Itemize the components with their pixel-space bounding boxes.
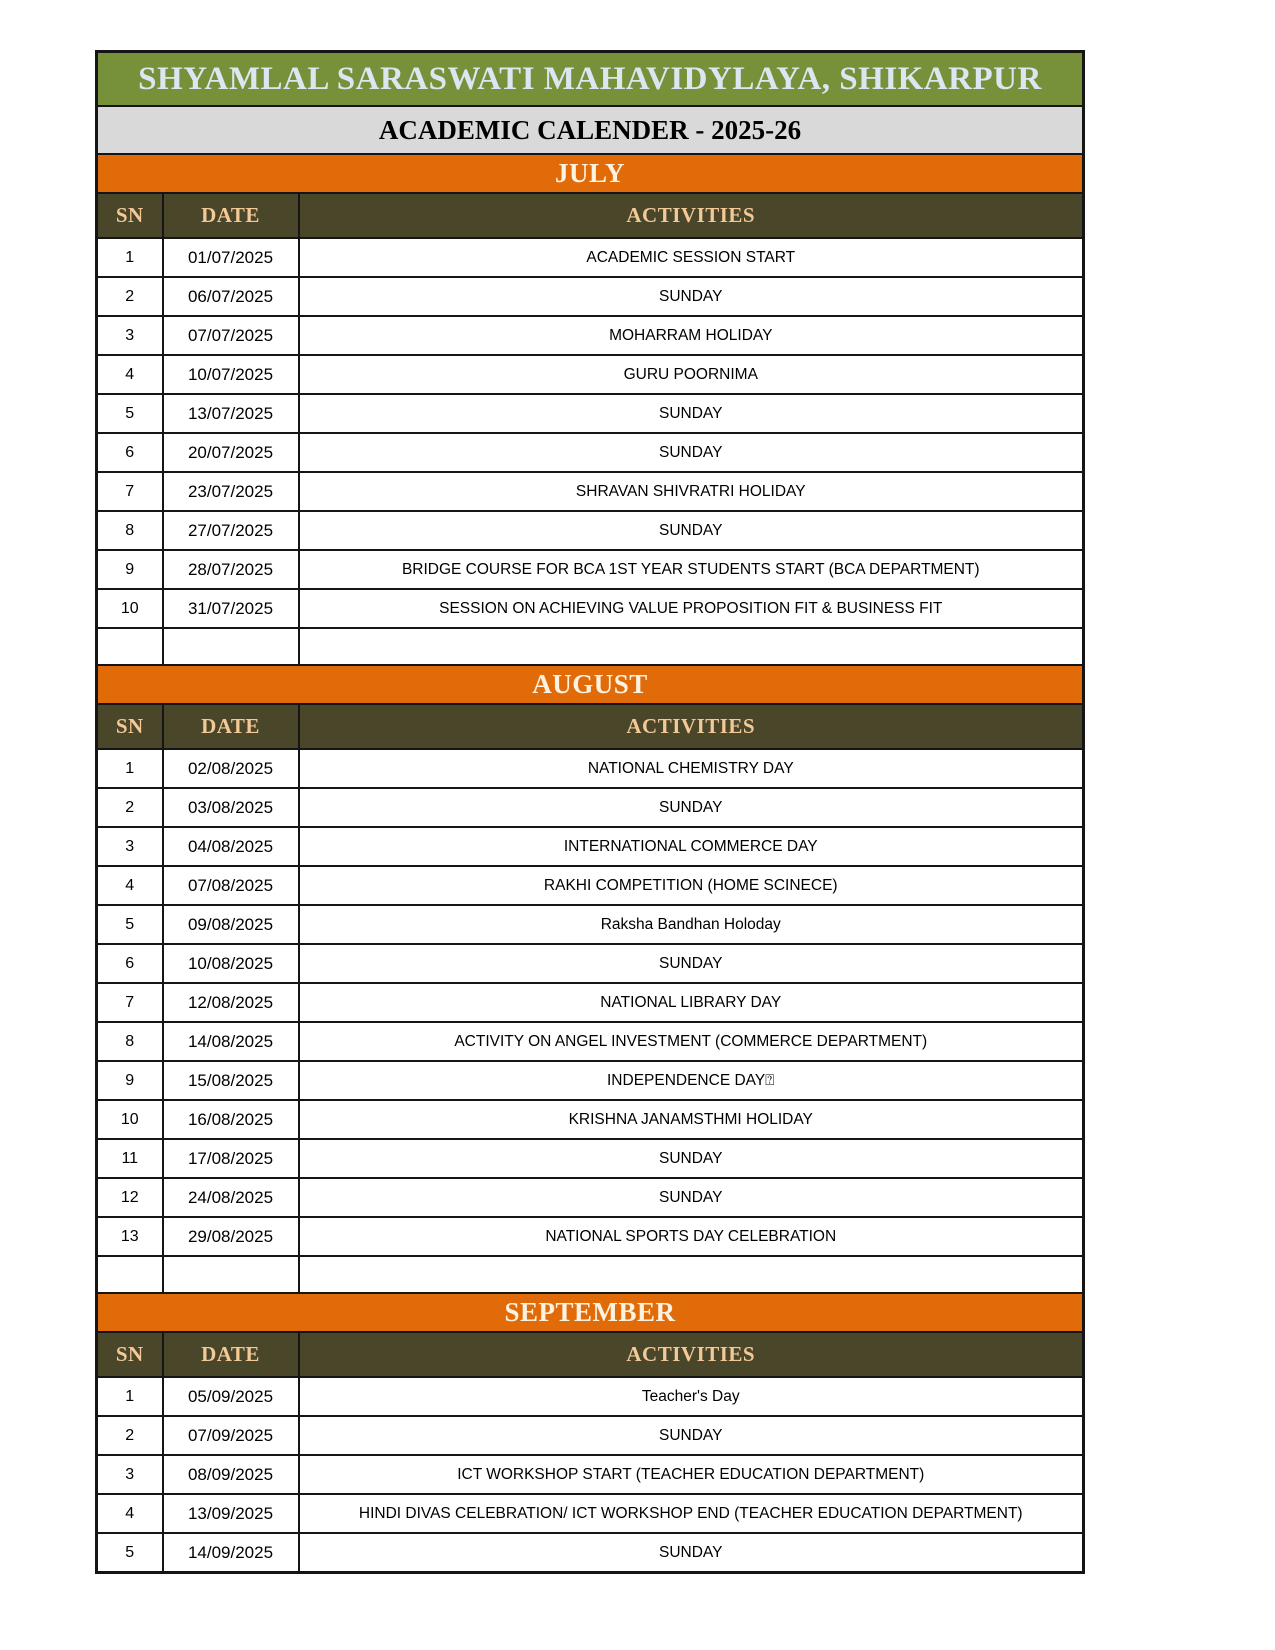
cell-serial-number: 12 [97, 1178, 163, 1217]
cell-date: 15/08/2025 [163, 1061, 299, 1100]
column-header-date: DATE [163, 1332, 299, 1377]
cell-date: 01/07/2025 [163, 238, 299, 277]
cell-serial-number: 13 [97, 1217, 163, 1256]
table-row [97, 1100, 1084, 1139]
column-header-activities: ACTIVITIES [299, 193, 1084, 238]
cell-activity: Raksha Bandhan Holoday [299, 905, 1084, 944]
empty-cell-sn [97, 628, 163, 665]
cell-serial-number: 2 [97, 277, 163, 316]
cell-activity: NATIONAL CHEMISTRY DAY [299, 749, 1084, 788]
table-row [97, 749, 1084, 788]
calendar-title: ACADEMIC CALENDER - 2025-26 [97, 106, 1084, 154]
table-row [97, 1533, 1084, 1573]
table-row [97, 238, 1084, 277]
cell-serial-number: 5 [97, 1533, 163, 1573]
cell-date: 04/08/2025 [163, 827, 299, 866]
cell-activity: SUNDAY [299, 1139, 1084, 1178]
table-row [97, 1022, 1084, 1061]
table-row [97, 550, 1084, 589]
column-header-activities: ACTIVITIES [299, 704, 1084, 749]
column-header-sn: SN [97, 704, 163, 749]
table-row [97, 788, 1084, 827]
table-row [97, 433, 1084, 472]
cell-serial-number: 8 [97, 511, 163, 550]
cell-activity: SUNDAY [299, 277, 1084, 316]
cell-serial-number: 1 [97, 238, 163, 277]
table-row [97, 277, 1084, 316]
cell-activity: SUNDAY [299, 1178, 1084, 1217]
cell-date: 27/07/2025 [163, 511, 299, 550]
cell-date: 12/08/2025 [163, 983, 299, 1022]
cell-activity: SUNDAY [299, 394, 1084, 433]
table-row [97, 1494, 1084, 1533]
column-header-date: DATE [163, 704, 299, 749]
table-row [97, 1416, 1084, 1455]
cell-date: 13/07/2025 [163, 394, 299, 433]
table-row [97, 866, 1084, 905]
cell-date: 07/09/2025 [163, 1416, 299, 1455]
cell-date: 10/08/2025 [163, 944, 299, 983]
table-row [97, 1178, 1084, 1217]
cell-date: 29/08/2025 [163, 1217, 299, 1256]
cell-activity: NATIONAL LIBRARY DAY [299, 983, 1084, 1022]
cell-serial-number: 7 [97, 472, 163, 511]
cell-date: 07/08/2025 [163, 866, 299, 905]
table-row [97, 355, 1084, 394]
cell-activity: ACADEMIC SESSION START [299, 238, 1084, 277]
cell-serial-number: 9 [97, 550, 163, 589]
table-row [97, 472, 1084, 511]
cell-activity: SUNDAY [299, 1533, 1084, 1573]
cell-activity: KRISHNA JANAMSTHMI HOLIDAY [299, 1100, 1084, 1139]
empty-cell-sn [97, 1256, 163, 1293]
cell-serial-number: 5 [97, 905, 163, 944]
column-header-date: DATE [163, 193, 299, 238]
cell-serial-number: 2 [97, 1416, 163, 1455]
month-band-row [97, 154, 1084, 193]
cell-serial-number: 5 [97, 394, 163, 433]
cell-serial-number: 4 [97, 866, 163, 905]
empty-cell-activity [299, 628, 1084, 665]
cell-date: 09/08/2025 [163, 905, 299, 944]
column-header-sn: SN [97, 193, 163, 238]
table-row [97, 944, 1084, 983]
cell-activity: SUNDAY [299, 433, 1084, 472]
college-title-row [97, 52, 1084, 107]
cell-activity: BRIDGE COURSE FOR BCA 1ST YEAR STUDENTS START (BCA DEPARTMENT) [299, 550, 1084, 589]
cell-activity: INDEPENDENCE DAY⍰ [299, 1061, 1084, 1100]
cell-activity: ACTIVITY ON ANGEL INVESTMENT (COMMERCE DEPARTMENT) [299, 1022, 1084, 1061]
cell-activity: GURU POORNIMA [299, 355, 1084, 394]
table-row [97, 589, 1084, 628]
table-row [97, 394, 1084, 433]
month-band-september: SEPTEMBER [97, 1293, 1084, 1332]
table-row [97, 1217, 1084, 1256]
cell-date: 31/07/2025 [163, 589, 299, 628]
column-header-activities: ACTIVITIES [299, 1332, 1084, 1377]
cell-serial-number: 11 [97, 1139, 163, 1178]
empty-cell-date [163, 1256, 299, 1293]
cell-activity: SUNDAY [299, 788, 1084, 827]
column-header-sn: SN [97, 1332, 163, 1377]
empty-cell-date [163, 628, 299, 665]
cell-date: 08/09/2025 [163, 1455, 299, 1494]
cell-serial-number: 4 [97, 355, 163, 394]
empty-row [97, 1256, 1084, 1293]
cell-serial-number: 1 [97, 749, 163, 788]
cell-serial-number: 1 [97, 1377, 163, 1416]
empty-row [97, 628, 1084, 665]
cell-serial-number: 6 [97, 944, 163, 983]
cell-date: 03/08/2025 [163, 788, 299, 827]
table-row [97, 905, 1084, 944]
college-title: SHYAMLAL SARASWATI MAHAVIDYLAYA, SHIKARPUR [97, 52, 1084, 107]
month-band-july: JULY [97, 154, 1084, 193]
cell-activity: RAKHI COMPETITION (HOME SCINECE) [299, 866, 1084, 905]
cell-activity: HINDI DIVAS CELEBRATION/ ICT WORKSHOP END (TEACHER EDUCATION DEPARTMENT) [299, 1494, 1084, 1533]
cell-activity: MOHARRAM HOLIDAY [299, 316, 1084, 355]
cell-serial-number: 10 [97, 1100, 163, 1139]
table-row [97, 1377, 1084, 1416]
cell-date: 02/08/2025 [163, 749, 299, 788]
cell-serial-number: 9 [97, 1061, 163, 1100]
table-header-row [97, 704, 1084, 749]
cell-date: 14/09/2025 [163, 1533, 299, 1573]
academic-calendar-table [95, 50, 1085, 1574]
cell-serial-number: 3 [97, 827, 163, 866]
cell-activity: ICT WORKSHOP START (TEACHER EDUCATION DEPARTMENT) [299, 1455, 1084, 1494]
cell-serial-number: 4 [97, 1494, 163, 1533]
month-band-august: AUGUST [97, 665, 1084, 704]
table-row [97, 827, 1084, 866]
cell-date: 14/08/2025 [163, 1022, 299, 1061]
table-row [97, 983, 1084, 1022]
empty-cell-activity [299, 1256, 1084, 1293]
cell-date: 24/08/2025 [163, 1178, 299, 1217]
month-band-row [97, 665, 1084, 704]
cell-serial-number: 3 [97, 1455, 163, 1494]
cell-date: 10/07/2025 [163, 355, 299, 394]
table-header-row [97, 1332, 1084, 1377]
cell-date: 28/07/2025 [163, 550, 299, 589]
cell-date: 23/07/2025 [163, 472, 299, 511]
table-row [97, 1139, 1084, 1178]
cell-date: 16/08/2025 [163, 1100, 299, 1139]
cell-activity: SHRAVAN SHIVRATRI HOLIDAY [299, 472, 1084, 511]
cell-date: 05/09/2025 [163, 1377, 299, 1416]
cell-serial-number: 2 [97, 788, 163, 827]
cell-serial-number: 10 [97, 589, 163, 628]
cell-date: 20/07/2025 [163, 433, 299, 472]
cell-activity: Teacher's Day [299, 1377, 1084, 1416]
cell-serial-number: 8 [97, 1022, 163, 1061]
cell-activity: SUNDAY [299, 944, 1084, 983]
cell-activity: SUNDAY [299, 511, 1084, 550]
cell-serial-number: 7 [97, 983, 163, 1022]
cell-activity: INTERNATIONAL COMMERCE DAY [299, 827, 1084, 866]
table-row [97, 1455, 1084, 1494]
cell-activity: SUNDAY [299, 1416, 1084, 1455]
cell-activity: NATIONAL SPORTS DAY CELEBRATION [299, 1217, 1084, 1256]
table-row [97, 511, 1084, 550]
table-header-row [97, 193, 1084, 238]
cell-date: 06/07/2025 [163, 277, 299, 316]
calendar-title-row [97, 106, 1084, 154]
month-band-row [97, 1293, 1084, 1332]
table-row [97, 1061, 1084, 1100]
cell-date: 13/09/2025 [163, 1494, 299, 1533]
cell-date: 07/07/2025 [163, 316, 299, 355]
table-row [97, 316, 1084, 355]
cell-serial-number: 6 [97, 433, 163, 472]
cell-serial-number: 3 [97, 316, 163, 355]
cell-activity: SESSION ON ACHIEVING VALUE PROPOSITION FIT & BUSINESS FIT [299, 589, 1084, 628]
cell-date: 17/08/2025 [163, 1139, 299, 1178]
